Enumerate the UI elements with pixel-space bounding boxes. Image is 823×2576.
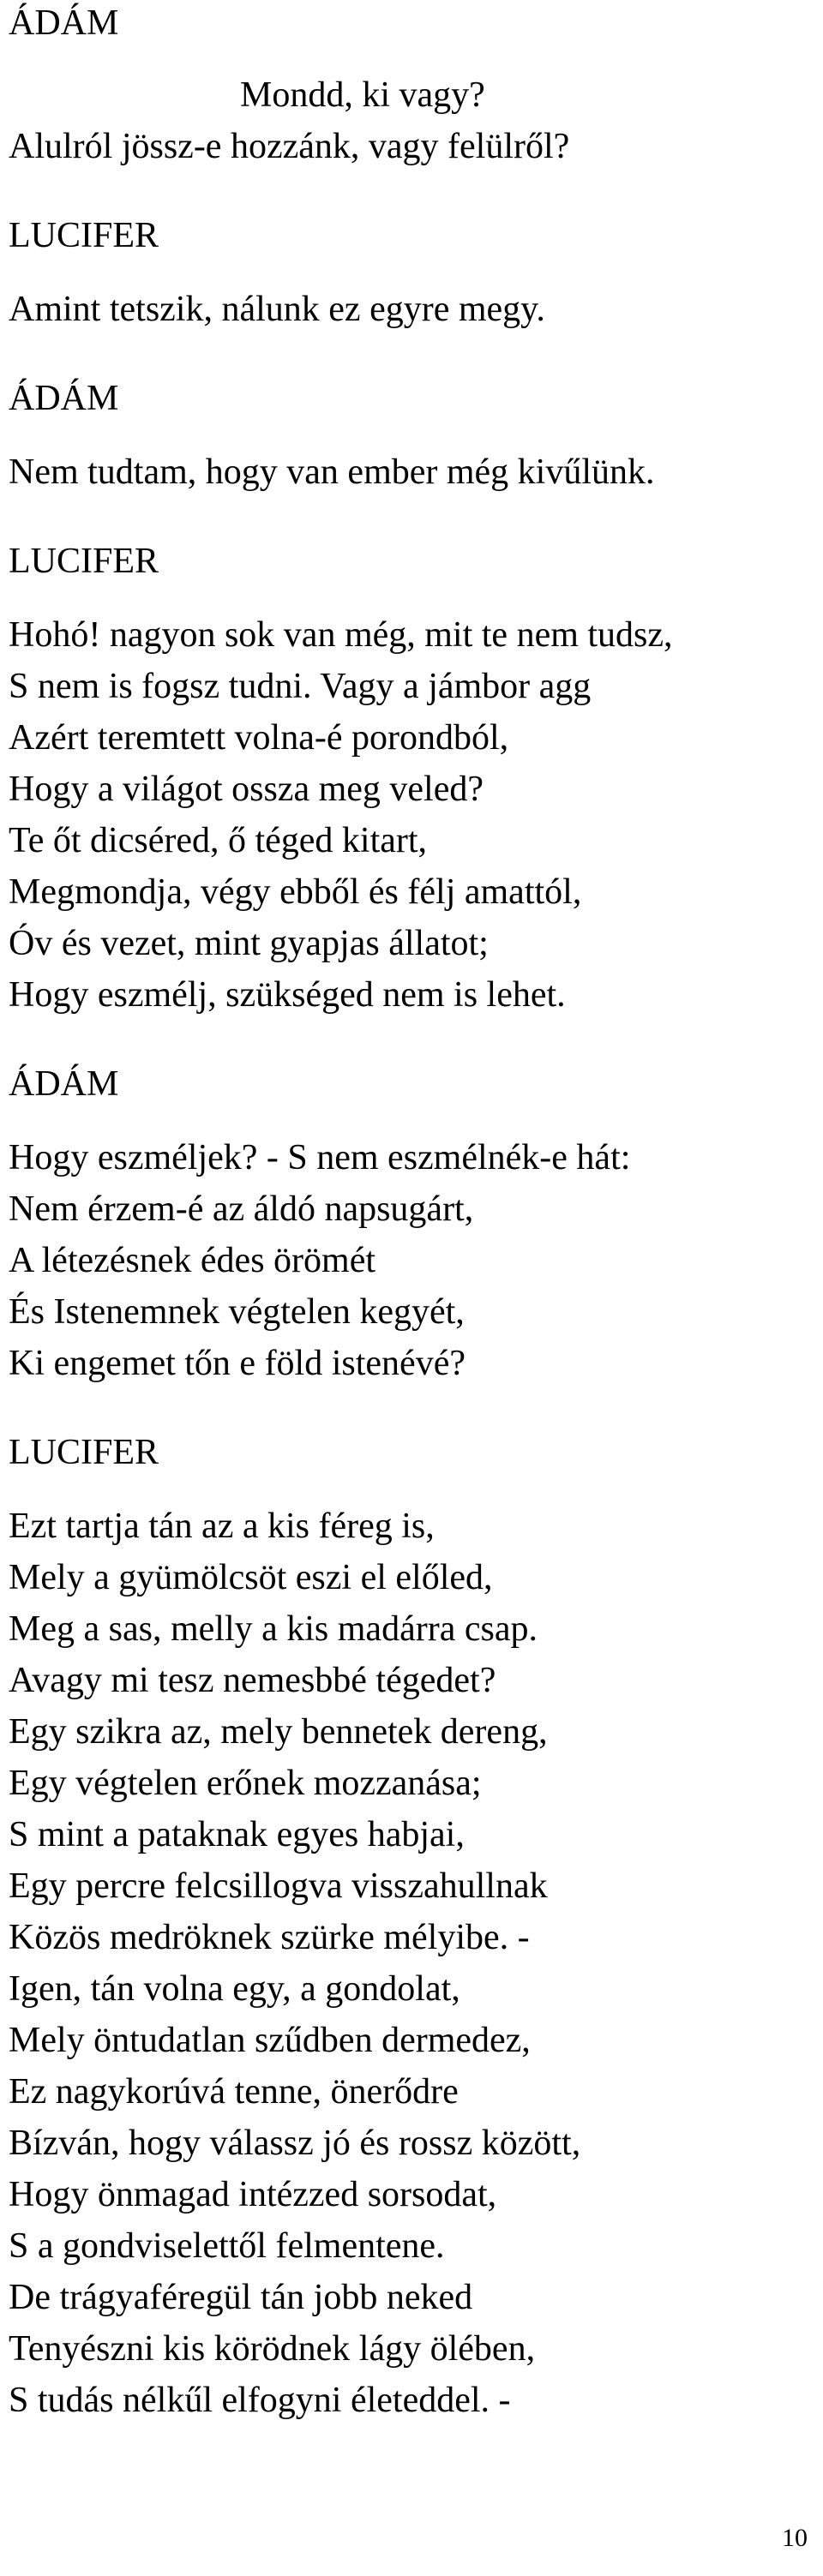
speaker-adam: ÁDÁM [9, 379, 119, 418]
verse-line: Nem tudtam, hogy van ember még kivűlünk. [9, 452, 655, 492]
verse-line: Megmondja, végy ebből és félj amattól, [9, 872, 582, 912]
verse-line: Te őt dicséred, ő téged kitart, [9, 821, 428, 860]
verse-line: Ezt tartja tán az a kis féreg is, [9, 1507, 435, 1546]
speaker-lucifer: LUCIFER [9, 216, 159, 255]
verse-line: Meg a sas, melly a kis madárra csap. [9, 1609, 538, 1649]
verse-line: Amint tetszik, nálunk ez egyre megy. [9, 290, 545, 329]
verse-line: Egy végtelen erőnek mozzanása; [9, 1764, 482, 1803]
verse-line: S nem is fogsz tudni. Vagy a jámbor agg [9, 667, 592, 706]
verse-line: Mely a gyümölcsöt eszi el előled, [9, 1558, 493, 1597]
verse-line: Egy szikra az, mely bennetek dereng, [9, 1712, 548, 1752]
verse-line: Ez nagykorúvá tenne, önerődre [9, 2072, 459, 2112]
verse-line: Hogy a világot ossza meg veled? [9, 770, 484, 809]
verse-line: De trágyaféregül tán jobb neked [9, 2278, 473, 2317]
speaker-adam: ÁDÁM [9, 3, 119, 43]
verse-line: Hogy eszméljek? - S nem eszmélnék-e hát: [9, 1138, 631, 1177]
verse-line: Azért teremtett volna-é porondból, [9, 718, 509, 758]
verse-line: A létezésnek édes örömét [9, 1241, 375, 1280]
speaker-lucifer: LUCIFER [9, 1433, 159, 1472]
verse-line: Hogy eszmélj, szükséged nem is lehet. [9, 975, 566, 1015]
verse-line: Alulról jössz-e hozzánk, vagy felülről? [9, 127, 570, 166]
verse-line: Közös medröknek szürke mélyibe. - [9, 1918, 530, 1957]
verse-line: Mondd, ki vagy? [240, 75, 485, 115]
verse-line: Óv és vezet, mint gyapjas állatot; [9, 924, 489, 963]
verse-line: Egy percre felcsillogva visszahullnak [9, 1866, 548, 1906]
verse-line: Hogy önmagad intézzed sorsodat, [9, 2175, 497, 2214]
verse-line: S a gondviselettől felmentene. [9, 2226, 445, 2266]
verse-line: Mely öntudatlan szűdben dermedez, [9, 2021, 531, 2060]
page-number: 10 [782, 2524, 808, 2552]
verse-line: Tenyészni kis körödnek lágy ölében, [9, 2329, 536, 2369]
verse-line: Ki engemet tőn e föld istenévé? [9, 1344, 466, 1383]
verse-line: Hohó! nagyon sok van még, mit te nem tudsz, [9, 615, 673, 655]
verse-line: Avagy mi tesz nemesbbé tégedet? [9, 1661, 496, 1700]
speaker-adam: ÁDÁM [9, 1064, 119, 1104]
verse-line: Nem érzem-é az áldó napsugárt, [9, 1189, 474, 1229]
speaker-lucifer: LUCIFER [9, 542, 159, 581]
verse-line: Bízván, hogy válassz jó és rossz között, [9, 2124, 581, 2163]
verse-line: És Istenemnek végtelen kegyét, [9, 1292, 465, 1332]
verse-line: S mint a pataknak egyes habjai, [9, 1815, 465, 1854]
verse-line: Igen, tán volna egy, a gondolat, [9, 1969, 460, 2009]
verse-line: S tudás nélkűl elfogyni életeddel. - [9, 2381, 511, 2420]
